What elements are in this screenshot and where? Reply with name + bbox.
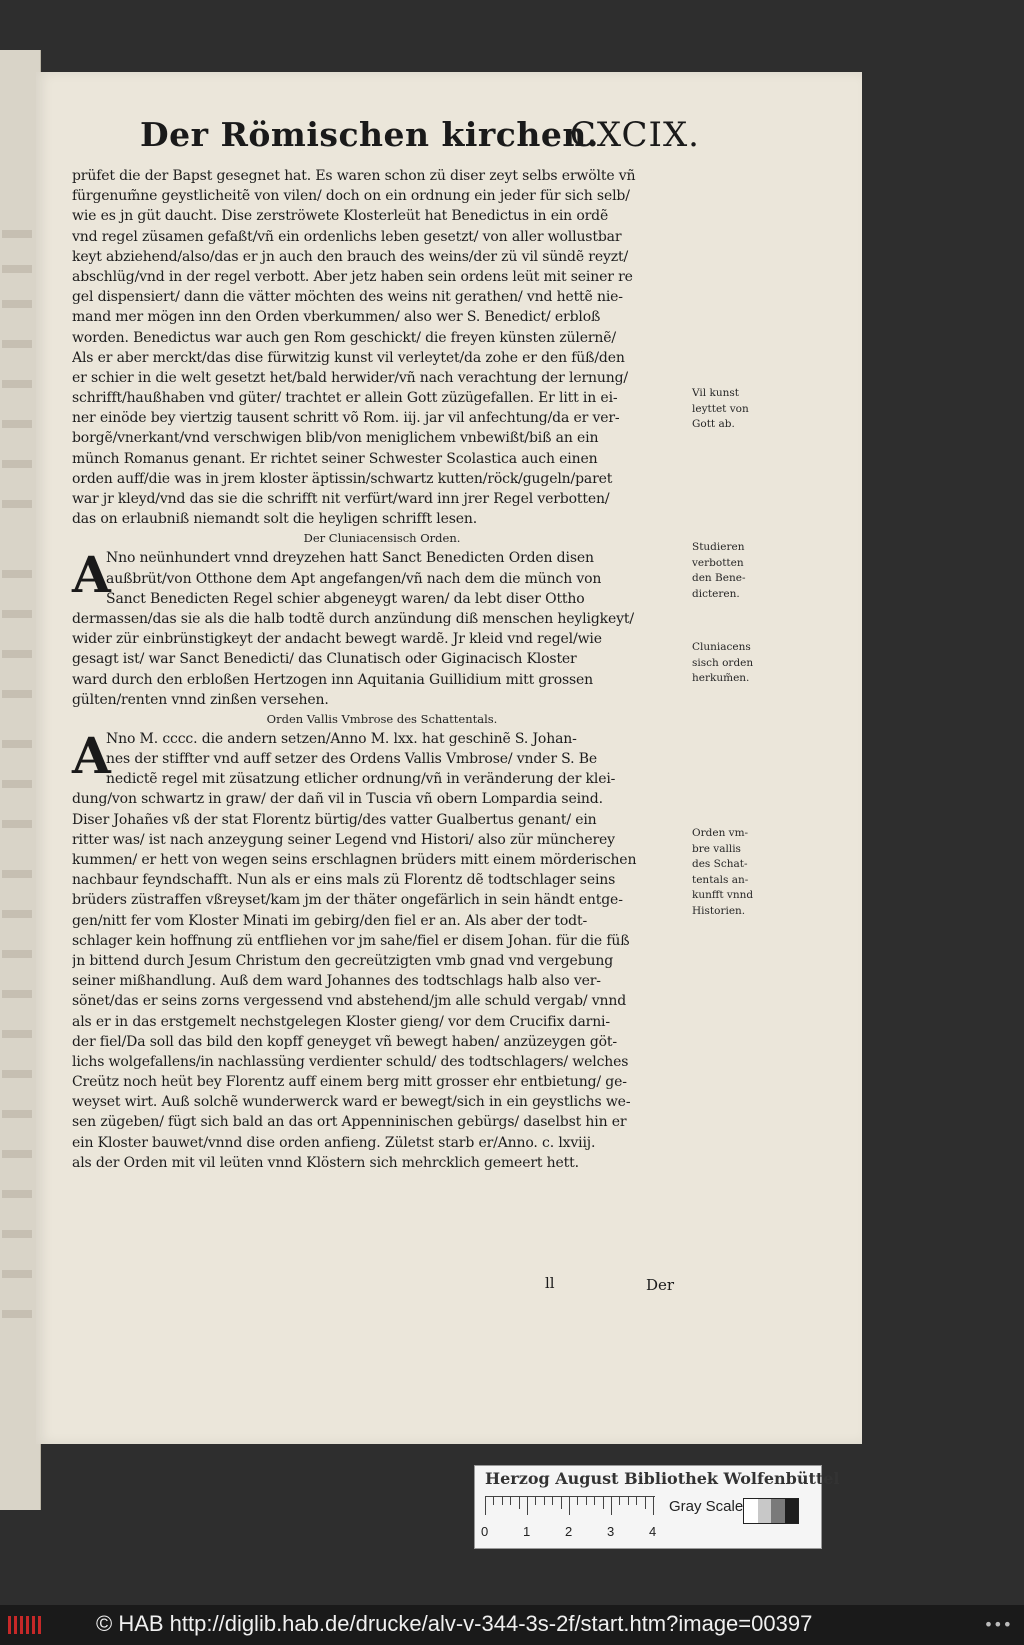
margin-note-vallis: Orden vm- bre vallis des Schat- tentals an- kunfft vnnd Historien.: [692, 827, 754, 917]
text-line: als er in das erstgemelt nechstgelegen Kloster gieng/ vor dem Crucifix darni-: [72, 1013, 610, 1030]
text-line: münch Romanus genant. Er richtet seiner Schwester Scolastica auch einen: [72, 450, 598, 467]
running-head: [140, 115, 700, 165]
margin-note-kunst: Vil kunst leyttet von Gott ab.: [692, 387, 749, 430]
text-line: Nno neünhundert vnnd dreyzehen hatt Sanct Benedicten Orden disen: [106, 550, 594, 567]
calibration-card: [474, 1465, 840, 1549]
text-line: lichs wolgefallens/in nachlassüng verdienter schuld/ des todtschlagers/ welches: [72, 1053, 629, 1070]
ruler-number: 4: [649, 1524, 657, 1539]
text-line: gel dispensiert/ dann die vätter möchten des weins nit gerathen/ vnd hettẽ nie-: [72, 289, 623, 306]
text-line: fürgenum̃ne geystlicheitẽ von vilen/ doch on ein ordnung ein jeder für sich selb/: [72, 188, 630, 205]
viewer-footer: [0, 1605, 1024, 1645]
gray-swatch: [771, 1499, 785, 1523]
margin-note-studieren: Studieren verbotten den Bene- dicteren.: [692, 541, 746, 600]
text-line: das on erlaubniß niemandt solt die heyligen schrifft lesen.: [72, 511, 478, 528]
text-line: weyset wirt. Auß solchẽ wunderwerck ward er bewegt/sich in ein geystlichs we-: [72, 1094, 631, 1111]
text-line: prüfet die der Bapst gesegnet hat. Es waren schon zü diser zeyt selbs erwölte vñ: [72, 168, 636, 184]
text-line: außbrüt/von Otthone dem Apt angefangen/vñ nach dem die münch von: [106, 570, 602, 587]
text-line: Diser Johañes vß der stat Florentz bürtig/des vatter Gualbertus genant/ ein: [72, 811, 597, 828]
text-line: nedictẽ regel mit züsatzung etlicher ordnung/vñ in veränderung der klei-: [106, 771, 616, 788]
text-line: keyt abziehend/also/das er jn auch den brauch des weins/der zü vil sündẽ reyzt/: [72, 248, 629, 265]
text-line: mand mer mögen inn den Orden vberkummen/ also wer S. Benedict/ erbloß: [72, 309, 601, 326]
paragraph-vallis-vmbrose: [72, 725, 692, 1173]
text-line: ein Kloster bauwet/vnnd dise orden anfieng. Zületst starb er/Anno. c. lxviij.: [72, 1134, 596, 1151]
gray-scale-swatches: [743, 1498, 799, 1524]
citation-link[interactable]: © HAB http://diglib.hab.de/drucke/alv-v-344-3s-2f/start.htm?image=00397: [96, 1611, 813, 1636]
text-line: schrifft/haußhaben vnd güter/ trachtet er allein Gott züzügefallen. Er litt in ei-: [72, 390, 618, 407]
drop-initial: A: [72, 725, 111, 785]
drop-initial: A: [72, 545, 111, 605]
folio-number: CXCIX.: [569, 115, 700, 155]
section-heading-vallis-vmbrose: Orden Vallis Vmbrose des Schattentals.: [266, 711, 498, 726]
paragraph-benedictus: [72, 166, 692, 529]
calibration-title: Herzog August Bibliothek Wolfenbüttel: [485, 1469, 840, 1488]
catchword: Der: [646, 1276, 675, 1294]
text-line: brüders züstraffen vßreyset/kam jm der thäter ongefärlich in sein händt entge-: [72, 892, 623, 909]
gray-swatch: [744, 1499, 758, 1523]
text-line: orden auff/die was in jrem kloster äptissin/schwartz kutten/röck/gugeln/paret: [72, 470, 613, 487]
ruler-number: 2: [565, 1524, 573, 1539]
text-line: Als er aber merckt/das dise fürwitzig kunst vil verleytet/da zohe er den füß/den: [72, 349, 625, 366]
gray-swatch: [758, 1499, 772, 1523]
text-line: Sanct Benedicten Regel schier abgeneygt waren/ da lebt diser Ottho: [106, 590, 585, 607]
running-title: Der Römischen kirchen.: [140, 115, 599, 154]
text-line: sen zügeben/ fügt sich bald an das ort Appenninischen gebürgs/ daselbst hin er: [72, 1114, 627, 1131]
text-line: nes der stiffter vnd auff setzer des Ordens Vallis Vmbrose/ vnder S. Be: [106, 751, 597, 768]
text-line: gesagt ist/ war Sanct Benedicti/ das Clunatisch oder Giginacisch Kloster: [72, 651, 577, 668]
text-line: nachbaur feyndschafft. Nun als er eins mals zü Florentz dẽ todtschlager seins: [72, 872, 616, 889]
text-line: war jr kleyd/vnd das sie die schrifft nit verfürt/ward inn jrer Regel verbotten/: [72, 491, 610, 507]
hab-logo-icon: [6, 1613, 46, 1637]
gray-swatch: [785, 1499, 799, 1523]
text-line: der fiel/Da soll das bild den kopff geneyget vñ bewegt haben/ anzüzeygen göt-: [72, 1033, 617, 1050]
text-line: vnd regel züsamen gefaßt/vñ ein ordenlichs leben gesetzt/ von aller wollustbar: [72, 228, 622, 245]
text-line: er schier in die welt gesetzt het/bald herwider/vñ nach verachtung der lernung/: [72, 369, 628, 386]
text-line: wie es jn güt daucht. Dise zerströwete Klosterleüt hat Benedictus in ein ordẽ: [72, 208, 609, 225]
ruler-number: 3: [607, 1524, 615, 1539]
signature-mark: ll: [545, 1274, 555, 1292]
text-line: schlager kein hoffnung zü entfliehen vor jm sahe/fiel er disem Johan. für die füß: [72, 932, 630, 949]
paragraph-cluniacensisch: [72, 545, 692, 710]
text-line: kummen/ er hett von wegen seins erschlagnen brüders mitt einem mörderischen: [72, 852, 637, 868]
text-line: borgẽ/vnerkant/vnd verschwigen blib/von meniglichem vnbewißt/biß an ein: [72, 430, 599, 447]
text-line: als der Orden mit vil leüten vnnd Klöstern sich mehrcklich gemeert hett.: [72, 1154, 579, 1171]
text-line: sönet/das er seins zorns vergessend vnd abstehend/jm alle schuld vergab/ vnnd: [72, 993, 627, 1010]
previous-page-edge: [0, 50, 41, 1510]
text-line: seiner mißhandlung. Auß dem ward Johannes des todtschlags halb also ver-: [72, 973, 601, 990]
text-line: ritter was/ ist nach anzeygung seiner Legend vnd Histori/ also zür müncherey: [72, 831, 615, 848]
text-line: abschlüg/vnd in der regel verbott. Aber jetz haben sein ordens leüt mit seiner re: [72, 268, 633, 285]
margin-note-cluniacens: Cluniacens sisch orden herkum̃en.: [692, 641, 754, 684]
main-text-block: [72, 166, 692, 1173]
text-line: ward durch den erbloßen Hertzogen inn Aquitania Guillidium mitt grossen: [72, 671, 594, 688]
ruler: [485, 1496, 655, 1517]
text-line: worden. Benedictus war auch gen Rom geschickt/ die freyen künsten zülernẽ/: [72, 329, 616, 346]
ruler-number: 1: [523, 1524, 531, 1539]
section-heading-cluniacensisch: Der Cluniacensisch Orden.: [303, 531, 461, 546]
text-line: jn bittend durch Jesum Christum den gecreützigten vmb gnad vnd vergebung: [72, 952, 614, 969]
text-line: gülten/renten vnnd zinßen versehen.: [72, 691, 329, 708]
text-line: gen/nitt fer vom Kloster Minati im gebirg/den fiel er an. Als aber der todt-: [72, 912, 588, 929]
text-line: ner einöde bey viertzig tausent schritt võ Rom. iij. jar vil anfechtung/da er ver-: [72, 410, 620, 427]
text-line: dung/von schwartz in graw/ der dañ vil in Tuscia vñ obern Lompardia seind.: [72, 791, 603, 808]
text-line: Creütz noch heüt bey Florentz auff einem berg mitt grosser ehr entbietung/ ge-: [72, 1074, 627, 1091]
ruler-number: 0: [481, 1524, 489, 1539]
text-line: Nno M. cccc. die andern setzen/Anno M. lxx. hat geschinẽ S. Johan-: [106, 730, 577, 747]
more-menu-icon[interactable]: •••: [983, 1615, 1012, 1634]
text-line: wider zür einbrünstigkeyt der andacht bewegt wardẽ. Jr kleid vnd regel/wie: [72, 631, 602, 648]
text-line: dermassen/das sie als die halb todtẽ durch anzündung diß menschen heyligkeyt/: [72, 610, 634, 627]
gray-scale-label: Gray Scale: [669, 1498, 744, 1515]
